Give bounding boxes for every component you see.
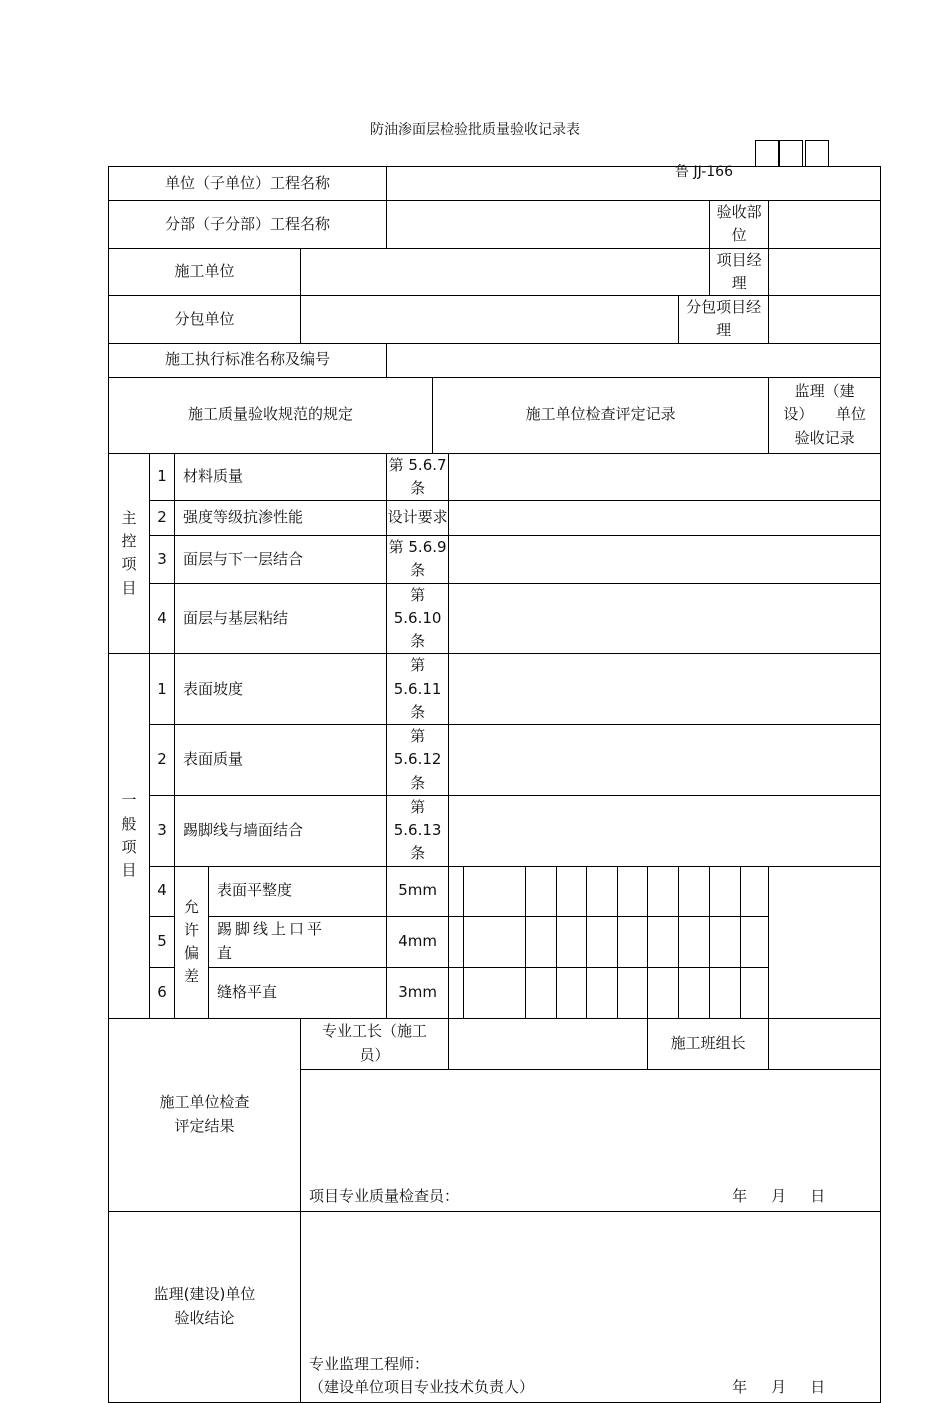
row-number: 4 — [150, 866, 175, 916]
measure-cell[interactable] — [464, 967, 526, 1018]
check-record-column-header: 施工单位检查评定记录 — [433, 377, 769, 453]
item-requirement: 第 5.6.12 条 — [387, 725, 449, 796]
team-leader-value[interactable] — [769, 1018, 881, 1069]
item-requirement: 第 5.6.13 条 — [387, 795, 449, 866]
measure-cell[interactable] — [557, 916, 587, 967]
foreman-value[interactable] — [449, 1018, 648, 1069]
sub-project-label: 分部（子分部）工程名称 — [109, 201, 387, 249]
row-number: 6 — [150, 967, 175, 1018]
team-leader-label: 施工班组长 — [648, 1018, 769, 1069]
measure-cell[interactable] — [741, 866, 769, 916]
row-number: 3 — [150, 536, 175, 584]
year-label: 年 — [732, 1378, 748, 1397]
acceptance-part-label: 验收部位 — [710, 201, 769, 249]
inspection-date — [708, 1185, 825, 1208]
measure-cell[interactable] — [464, 916, 526, 967]
month-label: 月 — [771, 1187, 787, 1206]
inspector-label: 项目专业质量检查员： — [309, 1187, 460, 1206]
construction-unit-value[interactable] — [301, 248, 710, 296]
check-record-cell[interactable] — [449, 654, 881, 725]
measure-cell[interactable] — [587, 967, 618, 1018]
row-number: 3 — [150, 795, 175, 866]
form-title: 防油渗面层检验批质量验收记录表 — [370, 122, 580, 138]
supervision-header-line3: 验收记录 — [794, 428, 855, 447]
row-number: 1 — [150, 453, 175, 501]
inspection-label-line2: 评定结果 — [174, 1116, 235, 1135]
measure-cell[interactable] — [648, 916, 679, 967]
check-record-cell[interactable] — [449, 501, 881, 536]
measure-cell[interactable] — [557, 866, 587, 916]
measure-cell[interactable] — [449, 967, 464, 1018]
item-name: 踢脚线与墙面结合 — [175, 795, 387, 866]
item-name-line2: 直 — [217, 943, 233, 962]
general-label-char: 项 — [121, 837, 137, 856]
measure-cell[interactable] — [587, 916, 618, 967]
supervision-conclusion-label — [109, 1211, 301, 1402]
foreman-label-line1: 专业工长（施工 — [322, 1022, 428, 1041]
tolerance-label — [175, 866, 209, 1018]
measure-cell[interactable] — [618, 916, 648, 967]
measure-cell[interactable] — [710, 916, 741, 967]
supervision-sign-area[interactable] — [301, 1211, 881, 1402]
standard-name-value[interactable] — [387, 343, 881, 377]
tolerance-label-char: 偏 — [183, 944, 199, 962]
check-record-cell[interactable] — [449, 583, 881, 654]
code-box-3 — [805, 140, 829, 166]
foreman-label-line2: 员） — [359, 1045, 390, 1064]
measure-cell[interactable] — [618, 967, 648, 1018]
main-items-label — [109, 453, 150, 654]
check-record-cell[interactable] — [449, 725, 881, 796]
general-label-char: 一 — [121, 791, 137, 810]
item-requirement: 3mm — [387, 967, 449, 1018]
spec-column-header: 施工质量验收规范的规定 — [109, 377, 433, 453]
measure-cell[interactable] — [679, 866, 710, 916]
main-label-char: 项 — [121, 555, 137, 574]
tolerance-label-char: 差 — [183, 967, 199, 986]
measure-cell[interactable] — [679, 967, 710, 1018]
measure-cell[interactable] — [526, 866, 557, 916]
subcontract-pm-label: 分包项目经理 — [679, 296, 769, 344]
measure-cell[interactable] — [464, 866, 526, 916]
general-label-char: 般 — [121, 814, 137, 833]
item-requirement: 第 5.6.10 条 — [387, 583, 449, 654]
measure-cell[interactable] — [449, 916, 464, 967]
supervision-date — [708, 1376, 825, 1399]
item-requirement: 设计要求 — [387, 501, 449, 536]
supervision-label-line1: 监理(建设)单位 — [153, 1285, 256, 1304]
item-requirement: 5mm — [387, 866, 449, 916]
item-name — [209, 916, 387, 967]
item-name: 表面平整度 — [209, 866, 387, 916]
unit-project-value[interactable] — [387, 167, 881, 201]
general-items-label — [109, 654, 150, 1018]
supervision-label-line2: 验收结论 — [174, 1308, 235, 1327]
item-requirement: 第 5.6.9 条 — [387, 536, 449, 584]
project-manager-label: 项目经理 — [710, 248, 769, 296]
row-number: 1 — [150, 654, 175, 725]
row-number: 5 — [150, 916, 175, 967]
measure-cell[interactable] — [741, 916, 769, 967]
tolerance-label-char: 允 — [183, 897, 199, 916]
code-box-2 — [779, 140, 803, 166]
subcontract-unit-label: 分包单位 — [109, 296, 301, 344]
main-label-char: 主 — [121, 508, 137, 527]
foreman-label — [301, 1018, 449, 1069]
item-requirement: 4mm — [387, 916, 449, 967]
standard-name-label: 施工执行标准名称及编号 — [109, 343, 387, 377]
check-record-cell[interactable] — [449, 795, 881, 866]
subcontract-unit-value[interactable] — [301, 296, 679, 344]
month-label: 月 — [771, 1378, 787, 1397]
inspection-sign-area[interactable] — [301, 1069, 881, 1211]
day-label: 日 — [810, 1187, 826, 1206]
project-manager-value[interactable] — [769, 248, 881, 296]
measure-cell[interactable] — [710, 967, 741, 1018]
measure-cell[interactable] — [648, 967, 679, 1018]
item-name: 强度等级抗渗性能 — [175, 501, 387, 536]
row-number: 4 — [150, 583, 175, 654]
item-requirement: 第 5.6.11 条 — [387, 654, 449, 725]
row-number: 2 — [150, 501, 175, 536]
item-name: 面层与基层粘结 — [175, 583, 387, 654]
measure-cell[interactable] — [648, 866, 679, 916]
measure-cell[interactable] — [449, 866, 464, 916]
check-record-cell[interactable] — [449, 453, 881, 501]
item-name: 缝格平直 — [209, 967, 387, 1018]
day-label: 日 — [810, 1378, 826, 1397]
main-label-char: 控 — [121, 532, 137, 551]
general-label-char: 目 — [121, 861, 137, 880]
code-box-1 — [755, 140, 779, 166]
acceptance-part-value[interactable] — [769, 201, 881, 249]
sub-project-value[interactable] — [387, 201, 710, 249]
inspection-result-label — [109, 1018, 301, 1211]
unit-project-label: 单位（子单位）工程名称 — [109, 167, 387, 201]
year-label: 年 — [732, 1187, 748, 1206]
form-code: 鲁 JJ-166 — [675, 164, 733, 180]
check-record-cell[interactable] — [449, 536, 881, 584]
measure-cell[interactable] — [557, 967, 587, 1018]
inspection-label-line1: 施工单位检查 — [159, 1093, 250, 1112]
measure-cell[interactable] — [710, 866, 741, 916]
item-requirement: 第 5.6.7 条 — [387, 453, 449, 501]
supervision-column-header — [769, 377, 881, 453]
tolerance-label-char: 许 — [183, 920, 199, 939]
engineer-label: 专业监理工程师： — [309, 1355, 430, 1373]
item-name: 面层与下一层结合 — [175, 536, 387, 584]
subcontract-pm-value[interactable] — [769, 296, 881, 344]
supervision-header-line1: 监理（建 — [794, 382, 855, 401]
measure-cell[interactable] — [526, 916, 557, 967]
owner-label: （建设单位项目专业技术负责人） — [309, 1378, 535, 1397]
item-name: 材料质量 — [175, 453, 387, 501]
item-name: 表面坡度 — [175, 654, 387, 725]
measure-cell[interactable] — [587, 866, 618, 916]
main-label-char: 目 — [121, 578, 137, 597]
measure-cell[interactable] — [618, 866, 648, 916]
item-name-line1: 踢脚线上口平 — [217, 920, 326, 939]
inspection-form — [108, 166, 881, 1403]
item-name: 表面质量 — [175, 725, 387, 796]
row-number: 2 — [150, 725, 175, 796]
supervision-header-line2: 设） 单位 — [783, 405, 866, 424]
measure-cell[interactable] — [679, 916, 710, 967]
measure-cell[interactable] — [526, 967, 557, 1018]
measure-cell[interactable] — [741, 967, 769, 1018]
construction-unit-label: 施工单位 — [109, 248, 301, 296]
